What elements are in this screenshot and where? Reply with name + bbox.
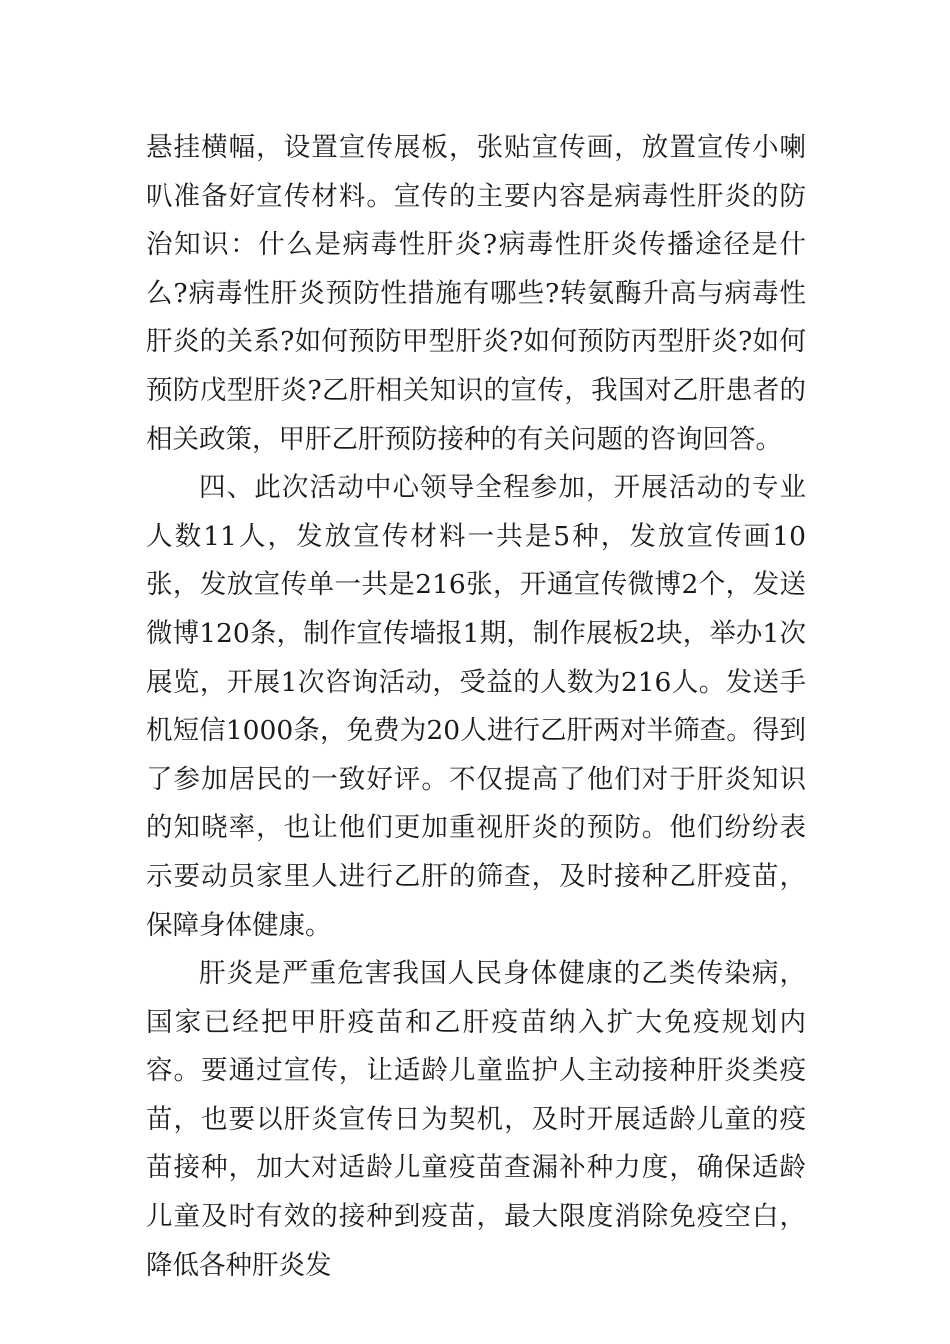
paragraph-activity-stats: 四、此次活动中心领导全程参加，开展活动的专业人数11人，发放宣传材料一共是5种，发放宣传画10张，发放宣传单一共是216张，开通宣传微博2个，发送微博120条，制作宣传墙报1期，制作展板2块，举办1次展览，开展1次咨询活动，受益的人数为216人。发送手机短信1000条，免费为20人进行乙肝两对半筛查。得到了参加居民的一致好评。不仅提高了他们对于肝炎知识的知晓率，也让他们更加重视肝炎的预防。他们纷纷表示要动员家里人进行乙肝的筛查，及时接种乙肝疫苗，保障身体健康。: [146, 472, 806, 941]
document-body: [146, 124, 806, 1290]
paragraph-hepatitis-vaccination: 肝炎是严重危害我国人民身体健康的乙类传染病，国家已经把甲肝疫苗和乙肝疫苗纳入扩大免疫规划内容。要通过宣传，让适龄儿童监护人主动接种肝炎类疫苗，也要以肝炎宣传日为契机，及时开展适龄儿童的疫苗接种，加大对适龄儿童疫苗查漏补种力度，确保适龄儿童及时有效的接种到疫苗，最大限度消除免疫空白，降低各种肝炎发: [146, 958, 806, 1281]
paragraph-continued: 悬挂横幅，设置宣传展板，张贴宣传画，放置宣传小喇叭准备好宣传材料。宣传的主要内容是病毒性肝炎的防治知识：什么是病毒性肝炎?病毒性肝炎传播途径是什么?病毒性肝炎预防性措施有哪些?转氨酶升高与病毒性肝炎的关系?如何预防甲型肝炎?如何预防丙型肝炎?如何预防戊型肝炎?乙肝相关知识的宣传，我国对乙肝患者的相关政策，甲肝乙肝预防接种的有关问题的咨询回答。: [146, 132, 806, 455]
